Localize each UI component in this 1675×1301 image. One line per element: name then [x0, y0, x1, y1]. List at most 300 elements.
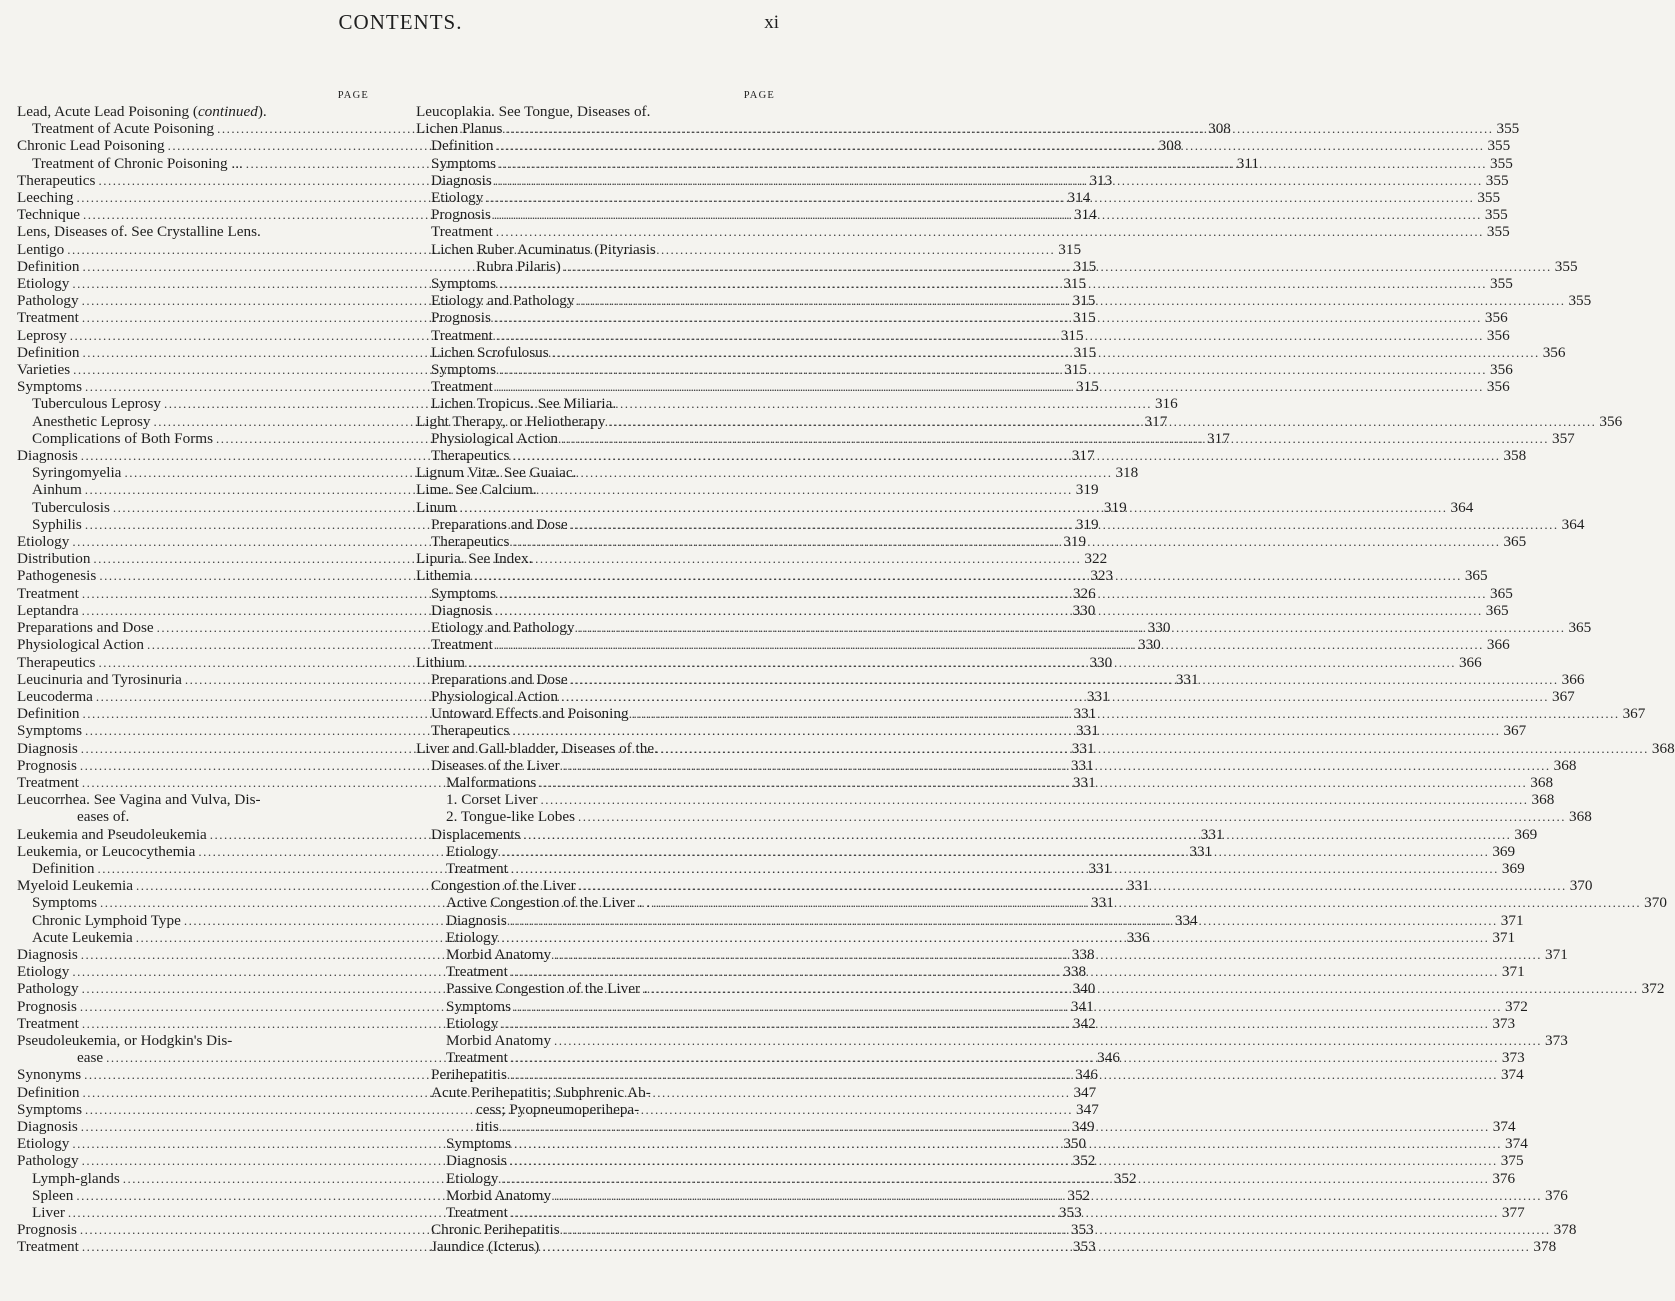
toc-entry-page: 317	[1144, 412, 1168, 430]
toc-entry-title: Treatment	[431, 636, 493, 654]
toc-entry-page: 357	[1551, 429, 1575, 447]
toc-entry-page: 331	[1076, 722, 1099, 740]
toc-entry-page: 370	[1644, 894, 1667, 912]
toc-entry-title: Therapeutics	[17, 171, 96, 189]
toc-entry	[17, 223, 373, 240]
toc-entry-title: Prognosis	[17, 997, 77, 1015]
dot-leader	[496, 223, 1484, 240]
dot-leader	[511, 1204, 1499, 1221]
toc-entry	[416, 550, 779, 567]
toc-entry-title: Rubra Pilaris)	[476, 257, 561, 275]
dot-leader	[539, 774, 1527, 791]
toc-entry-page: 365	[1490, 584, 1513, 602]
toc-entry-page: 366	[1561, 670, 1585, 688]
toc-entry-page: 338	[1063, 963, 1087, 981]
toc-entry-title: Lithemia	[416, 567, 471, 585]
toc-entry-title: Treatment	[17, 584, 79, 602]
toc-entry-title: Lichen Scrofulosus	[431, 343, 549, 361]
toc-entry	[416, 103, 779, 120]
dot-leader	[563, 757, 1551, 774]
toc-entry-title: Preparations and Dose	[431, 515, 568, 533]
dot-leader	[510, 912, 1498, 929]
toc-entry-page: 323	[1090, 567, 1114, 585]
dot-leader	[523, 826, 1511, 843]
toc-entry-title: Liver	[32, 1204, 65, 1221]
toc-entry-title: Lentigo	[17, 240, 65, 258]
toc-entry-title: Treatment of Acute Poisoning	[32, 120, 215, 138]
toc-entry-title: Symptoms	[446, 1135, 511, 1153]
toc-entry-page: 366	[1458, 653, 1482, 671]
toc-entry-title: Symptoms	[17, 378, 82, 396]
toc-entry-title: Symptoms	[431, 275, 496, 293]
dot-leader	[499, 585, 1487, 602]
toc-entry-page: 375	[1500, 1152, 1524, 1170]
toc-entry-title: Etiology	[446, 928, 499, 946]
toc-entry-page: 356	[1599, 412, 1623, 430]
dot-leader	[501, 929, 1489, 946]
toc-entry-title: Acute Perihepatitis; Subphrenic Ab-	[431, 1083, 651, 1101]
toc-entry-page: 315	[1073, 257, 1097, 275]
dot-leader	[501, 1015, 1489, 1032]
toc-entry-page: 317	[1071, 447, 1095, 465]
dot-leader	[512, 447, 1500, 464]
dot-leader	[554, 1032, 1542, 1049]
toc-entry-title: Diagnosis	[17, 945, 78, 963]
toc-entry-title: Treatment	[431, 326, 493, 344]
toc-entry-page: 346	[1075, 1066, 1098, 1084]
toc-entry-page: 315	[1060, 326, 1084, 344]
toc-entry-page: 331	[1091, 894, 1114, 912]
toc-entry-page: 374	[1500, 1066, 1524, 1084]
dot-leader	[494, 206, 1482, 223]
toc-entry-title: Leucorrhea. See Vagina and Vulva, Dis-	[17, 791, 261, 809]
toc-entry-page: 317	[1207, 429, 1230, 447]
toc-entry-page: 355	[1484, 206, 1508, 224]
toc-entry	[416, 241, 779, 258]
toc-entry-title: Preparations and Dose	[431, 670, 568, 688]
toc-entry-page: 378	[1553, 1221, 1577, 1239]
toc-entry	[416, 464, 779, 481]
toc-entry-page: 365	[1485, 601, 1509, 619]
toc-entry-page: 331	[1175, 670, 1199, 688]
toc-entry-title: Passive Congestion of the Liver .	[446, 980, 648, 998]
toc-entry-title: Treatment	[431, 378, 493, 396]
dot-leader	[578, 808, 1566, 825]
dot-leader	[563, 1221, 1551, 1238]
toc-entry-page: 355	[1554, 257, 1578, 275]
toc-entry-page: 364	[1561, 515, 1585, 533]
toc-entry-title: Linum	[416, 498, 457, 516]
toc-entry-page: 356	[1486, 326, 1510, 344]
toc-entry-title: Treatment	[446, 859, 508, 877]
toc-entry-title: Definition	[17, 257, 80, 275]
dot-leader	[514, 1135, 1502, 1152]
toc-entry-title: Chronic Perihepatitis	[431, 1221, 560, 1239]
dot-leader	[496, 327, 1484, 344]
toc-entry-title: Etiology	[17, 275, 70, 293]
toc-entry-page: 370	[1569, 877, 1593, 895]
dot-leader	[511, 963, 1499, 980]
toc-entry-title: Diagnosis	[446, 1152, 507, 1170]
toc-entry-page: 334	[1174, 911, 1198, 929]
dot-leader	[514, 998, 1502, 1015]
toc-entry-title: Technique	[17, 206, 81, 224]
toc-entry-title: Lithium	[416, 653, 465, 671]
toc-entry-title: Lime. See Calcium.	[416, 481, 537, 499]
toc-entry-page: 376	[1492, 1169, 1516, 1187]
toc-entry-page: 373	[1492, 1014, 1516, 1032]
toc-entry-title: Syphilis	[32, 515, 82, 533]
toc-entry-page: 331	[1200, 825, 1224, 843]
dot-leader	[510, 1066, 1498, 1083]
toc-entry-page: 368	[1530, 773, 1554, 791]
toc-entry-title: titis	[476, 1117, 499, 1135]
toc-entry-page: 350	[1063, 1135, 1087, 1153]
toc-entry-title: Pathology	[17, 292, 79, 310]
toc-entry-title: Definition	[431, 137, 494, 155]
toc-entry-title: Congestion of the Liver	[431, 877, 576, 895]
dot-leader	[554, 946, 1542, 963]
toc-entry-title: Symptoms	[431, 584, 496, 602]
dot-leader	[653, 894, 1641, 911]
toc-entry-page: 358	[1503, 447, 1527, 465]
toc-entry-title: Treatment of Chronic Poisoning ...	[32, 154, 243, 172]
dot-leader	[564, 258, 1552, 275]
toc-entry-title: Lipuria. See Index.	[416, 550, 533, 568]
toc-entry-page: 331	[1088, 859, 1112, 877]
toc-entry-page: 315	[1058, 240, 1082, 258]
toc-entry-title: Etiology	[17, 963, 70, 981]
dot-leader	[474, 567, 1462, 584]
dot-leader	[499, 361, 1487, 378]
toc-entry-page: 368	[1569, 808, 1592, 826]
dot-leader	[579, 877, 1567, 894]
toc-entry-title: Treatment	[17, 309, 79, 327]
dot-leader	[501, 843, 1489, 860]
toc-entry	[416, 1084, 779, 1101]
toc-entry-page: 355	[1490, 275, 1513, 293]
toc-entry-page: 373	[1545, 1031, 1568, 1049]
dot-leader	[571, 671, 1559, 688]
toc-entry-page: 371	[1492, 928, 1516, 946]
toc-entry-page: 315	[1072, 309, 1096, 327]
toc-entry-title: Prognosis	[17, 1221, 77, 1239]
toc-entry-title: Definition	[32, 859, 95, 877]
toc-entry-title: Etiology	[17, 1135, 70, 1153]
toc-entry-title: Perihepatitis	[431, 1066, 507, 1084]
toc-entry-page: 315	[1063, 275, 1087, 293]
toc-entry-title: Preparations and Dose	[17, 619, 154, 637]
toc-entry-title: Leprosy	[17, 326, 67, 344]
toc-entry-page: 331	[1070, 756, 1094, 774]
toc-entry-title: Leucoplakia. See Tongue, Diseases of.	[416, 103, 651, 120]
dot-leader	[499, 155, 1487, 172]
toc-entry-page: 365	[1503, 533, 1527, 551]
toc-entry-page: 313	[1089, 171, 1113, 189]
toc-entry	[416, 1031, 1568, 1049]
toc-entry-title: Untoward Effects and Poisoning	[431, 705, 629, 723]
page-title: CONTENTS.	[338, 10, 463, 34]
toc-entry-title: Pathology	[17, 1152, 79, 1170]
toc-entry-page: 368	[1531, 791, 1555, 809]
toc-entry-page: 355	[1477, 189, 1501, 207]
toc-entry	[17, 791, 373, 808]
toc-entry-page: 365	[1568, 619, 1592, 637]
dot-leader	[651, 980, 1639, 997]
toc-entry-title: Prognosis	[431, 309, 491, 327]
toc-entry-page: 365	[1464, 567, 1488, 585]
toc-entry-title: Physiological Action	[17, 636, 144, 654]
toc-entry-page: 347	[1073, 1083, 1097, 1101]
toc-entry-title: Jaundice (Icterus)	[431, 1238, 540, 1256]
dot-leader	[499, 275, 1487, 292]
toc-entry-page: 371	[1501, 963, 1525, 981]
toc-entry-title: Diagnosis	[446, 911, 507, 929]
toc-entry-page: 368	[1553, 756, 1577, 774]
toc-entry-page: 326	[1072, 584, 1096, 602]
toc-entry-title: Treatment	[17, 1014, 79, 1032]
toc-entry-page: 356	[1484, 309, 1508, 327]
toc-entry-page: 371	[1545, 945, 1568, 963]
dot-leader	[505, 120, 1493, 137]
toc-entry-title: Tuberculous Leprosy	[32, 395, 161, 413]
toc-entry-title: Definition	[17, 343, 80, 361]
dot-leader	[501, 1170, 1489, 1187]
toc-entry-title: Therapeutics	[431, 533, 510, 551]
toc-entry-title: ease	[77, 1049, 104, 1067]
page-number: xi	[764, 12, 779, 33]
toc-entry-title: Diagnosis	[431, 601, 492, 619]
dot-leader	[486, 189, 1474, 206]
dot-leader	[511, 860, 1499, 877]
toc-entry-page: 331	[1126, 877, 1150, 895]
toc-entry-title: Etiology and Pathology	[431, 619, 575, 637]
toc-entry-page: 331	[1071, 739, 1095, 757]
toc-entry-page: 364	[1450, 498, 1474, 516]
dot-leader	[512, 722, 1500, 739]
toc-entry-title: Lichen Tropicus. See Miliaria.	[431, 395, 617, 413]
toc-entry-page: 331	[1086, 687, 1110, 705]
toc-entry-page: 367	[1503, 722, 1527, 740]
toc-entry-title: 2. Tongue-like Lobes	[446, 808, 575, 826]
toc-entry-page: 311	[1236, 154, 1260, 172]
toc-entry-page: 367	[1622, 705, 1646, 723]
toc-entry-page: 315	[1073, 343, 1097, 361]
toc-entry-page: 308	[1158, 137, 1182, 155]
toc-entry-title: Light Therapy, or Heliotherapy	[416, 412, 606, 430]
toc-entry-title: Lichen Ruber Acuminatus (Pityriasis	[431, 240, 656, 258]
toc-entry	[416, 223, 1510, 241]
toc-entry-title: Symptoms	[17, 1100, 82, 1118]
toc-entry-page: 319	[1063, 533, 1087, 551]
toc-entry-title: Etiology	[446, 1169, 499, 1187]
toc-entry-page: 352	[1067, 1186, 1091, 1204]
toc-entry-page: 315	[1076, 378, 1099, 396]
toc-entry-title: Etiology and Pathology	[431, 292, 575, 310]
toc-entry-page: 352	[1113, 1169, 1137, 1187]
toc-entry-page: 356	[1490, 361, 1513, 379]
toc-entry-page: 331	[1189, 842, 1213, 860]
toc-entry-page: 346	[1097, 1049, 1120, 1067]
toc-entry-title: Lens, Diseases of. See Crystalline Lens.	[17, 223, 261, 241]
toc-entry-title: Chronic Lymphoid Type	[32, 911, 181, 929]
dot-leader	[496, 137, 1484, 154]
dot-leader	[502, 1118, 1490, 1135]
toc-entry-page: 314	[1074, 206, 1097, 224]
toc-entry-page: 353	[1072, 1238, 1096, 1256]
toc-entry-title: Physiological Action	[431, 687, 558, 705]
toc-entry	[416, 1101, 779, 1118]
dot-leader	[542, 1238, 1530, 1255]
toc-entry-page: 353	[1058, 1204, 1082, 1221]
toc-entry-title: eases of.	[77, 808, 130, 826]
toc-entry-page: 315	[1064, 361, 1087, 379]
toc-entry-title: Therapeutics	[431, 447, 510, 465]
dot-leader	[632, 705, 1620, 722]
toc-entry-title: Morbid Anatomy	[446, 1031, 552, 1049]
dot-leader	[468, 654, 1456, 671]
toc-entry-page: 330	[1137, 636, 1161, 654]
page-column-label: PAGE	[337, 90, 369, 101]
dot-leader	[494, 309, 1482, 326]
toc-entry-title: Leptandra	[17, 601, 79, 619]
toc-entry-title: Symptoms	[446, 997, 511, 1015]
toc-entry-title: Displacements	[431, 825, 521, 843]
toc-entry-page: 373	[1501, 1049, 1525, 1067]
toc-entry-title: Etiology	[446, 842, 499, 860]
dot-leader	[577, 292, 1565, 309]
toc-entry-title: Diagnosis	[17, 739, 78, 757]
toc-entry-title: Ainhum	[32, 481, 82, 499]
toc-entry-page: 377	[1501, 1204, 1525, 1221]
dot-leader	[552, 344, 1540, 361]
toc-entry-page: 314	[1067, 189, 1091, 207]
toc-entry-page: 319	[1103, 498, 1127, 516]
toc-entry-title: Leukemia and Pseudoleukemia	[17, 825, 207, 843]
toc-entry-title: Diagnosis	[431, 171, 492, 189]
toc-entry-page: 319	[1075, 481, 1099, 499]
toc-entry-title: Varieties	[17, 361, 71, 379]
toc-entry	[416, 808, 1592, 826]
page-column-label: PAGE	[743, 90, 775, 101]
toc-entry-title: Treatment	[446, 1049, 508, 1067]
toc-entry	[17, 1032, 373, 1049]
toc-entry-title: Tuberculosis	[32, 498, 110, 516]
toc-entry-page: 368	[1651, 739, 1675, 757]
toc-entry-title: Treatment	[431, 223, 493, 241]
toc-entry-title: Chronic Lead Poisoning	[17, 137, 165, 155]
toc-entry-title: Symptoms	[17, 722, 82, 740]
toc-entry-page: 319	[1075, 515, 1099, 533]
toc-entry-title: Etiology	[17, 533, 70, 551]
dot-leader	[496, 636, 1484, 653]
toc-entry-title: Distribution	[17, 550, 91, 568]
toc-entry-title: Treatment	[17, 773, 79, 791]
toc-entry-title: Etiology	[431, 189, 484, 207]
toc-entry-page: 322	[1084, 550, 1108, 568]
toc-entry-title: Etiology	[446, 1014, 499, 1032]
toc-entry-title: Physiological Action	[431, 429, 558, 447]
dot-leader	[561, 430, 1549, 447]
toc-entry	[416, 395, 779, 412]
toc-entry-title: Definition	[17, 705, 80, 723]
toc-entry-page: 355	[1485, 171, 1509, 189]
toc-entry-title: Prognosis	[17, 756, 77, 774]
toc-entry-page: 318	[1115, 464, 1139, 482]
toc-entry-page: 315	[1072, 292, 1096, 310]
toc-entry-page: 355	[1486, 223, 1510, 241]
toc-entry-title: Leeching	[17, 189, 74, 207]
toc-entry-title: Leucoderma	[17, 687, 93, 705]
toc-entry-page: 372	[1641, 980, 1665, 998]
dot-leader	[577, 619, 1565, 636]
toc-entry-page: 330	[1072, 601, 1096, 619]
toc-entry-page: 374	[1505, 1135, 1528, 1153]
dot-leader	[512, 533, 1500, 550]
toc-entry-page: 330	[1147, 619, 1171, 637]
toc-entry-page: 369	[1514, 825, 1538, 843]
dot-leader	[495, 602, 1483, 619]
toc-entry-page: 355	[1568, 292, 1592, 310]
toc-entry-title: 1. Corset Liver	[446, 791, 538, 809]
toc-entry-title: Lichen Planus	[416, 120, 503, 138]
toc-entry-page: 356	[1486, 378, 1510, 396]
toc-entry-page: 342	[1072, 1014, 1096, 1032]
toc-entry-page: 352	[1072, 1152, 1096, 1170]
toc-entry-title: Leucinuria and Tyrosinuria	[17, 670, 182, 688]
toc-entry-page: 338	[1071, 945, 1095, 963]
toc-entry-page: 366	[1486, 636, 1510, 654]
dot-leader	[608, 413, 1596, 430]
toc-entry-title: Treatment	[446, 963, 508, 981]
toc-entry-title: Prognosis	[431, 206, 491, 224]
toc-entry-title: Pathology	[17, 980, 79, 998]
dot-leader	[561, 688, 1549, 705]
toc-entry-title: Definition	[17, 1083, 80, 1101]
toc-entry	[416, 481, 779, 498]
dot-leader	[460, 499, 1448, 516]
toc-entry-page: 369	[1492, 842, 1516, 860]
toc-entry-title: Symptoms	[32, 894, 97, 912]
toc-entry-title: Diagnosis	[17, 447, 78, 465]
toc-entry-title: Spleen	[32, 1186, 74, 1204]
toc-entry-title: Symptoms	[431, 154, 496, 172]
toc-entry-title: cess; Pyopneumoperihepa-	[476, 1100, 640, 1118]
toc-entry-page: 308	[1208, 120, 1231, 138]
dot-leader	[495, 172, 1483, 189]
toc-entry-title: Malformations	[446, 773, 537, 791]
toc-entry-page: 331	[1072, 773, 1096, 791]
toc-entry-title: Myeloid Leukemia	[17, 877, 133, 895]
toc-entry-title: Pathogenesis	[17, 567, 97, 585]
toc-entry-page: 353	[1070, 1221, 1094, 1239]
toc-entry-title: Morbid Anatomy	[446, 1186, 552, 1204]
dot-leader	[541, 791, 1529, 808]
toc-entry-page: 367	[1551, 687, 1575, 705]
toc-entry-title: Diagnosis	[17, 1117, 78, 1135]
toc-entry-page: 378	[1533, 1238, 1557, 1256]
toc-entry-title: Complications of Both Forms	[32, 429, 213, 447]
toc-entry-title: Symptoms	[431, 361, 496, 379]
toc-entry-title: Synonyms	[17, 1066, 82, 1084]
toc-entry-title: Liver and Gall-bladder, Diseases of the.	[416, 739, 658, 757]
toc-entry-page: 376	[1545, 1186, 1568, 1204]
dot-leader	[510, 1152, 1498, 1169]
dot-leader	[661, 740, 1649, 757]
toc-entry-title: Lead, Acute Lead Poisoning (continued).	[17, 103, 267, 120]
toc-entry-page: 372	[1505, 997, 1528, 1015]
toc-entry-page: 374	[1492, 1117, 1516, 1135]
